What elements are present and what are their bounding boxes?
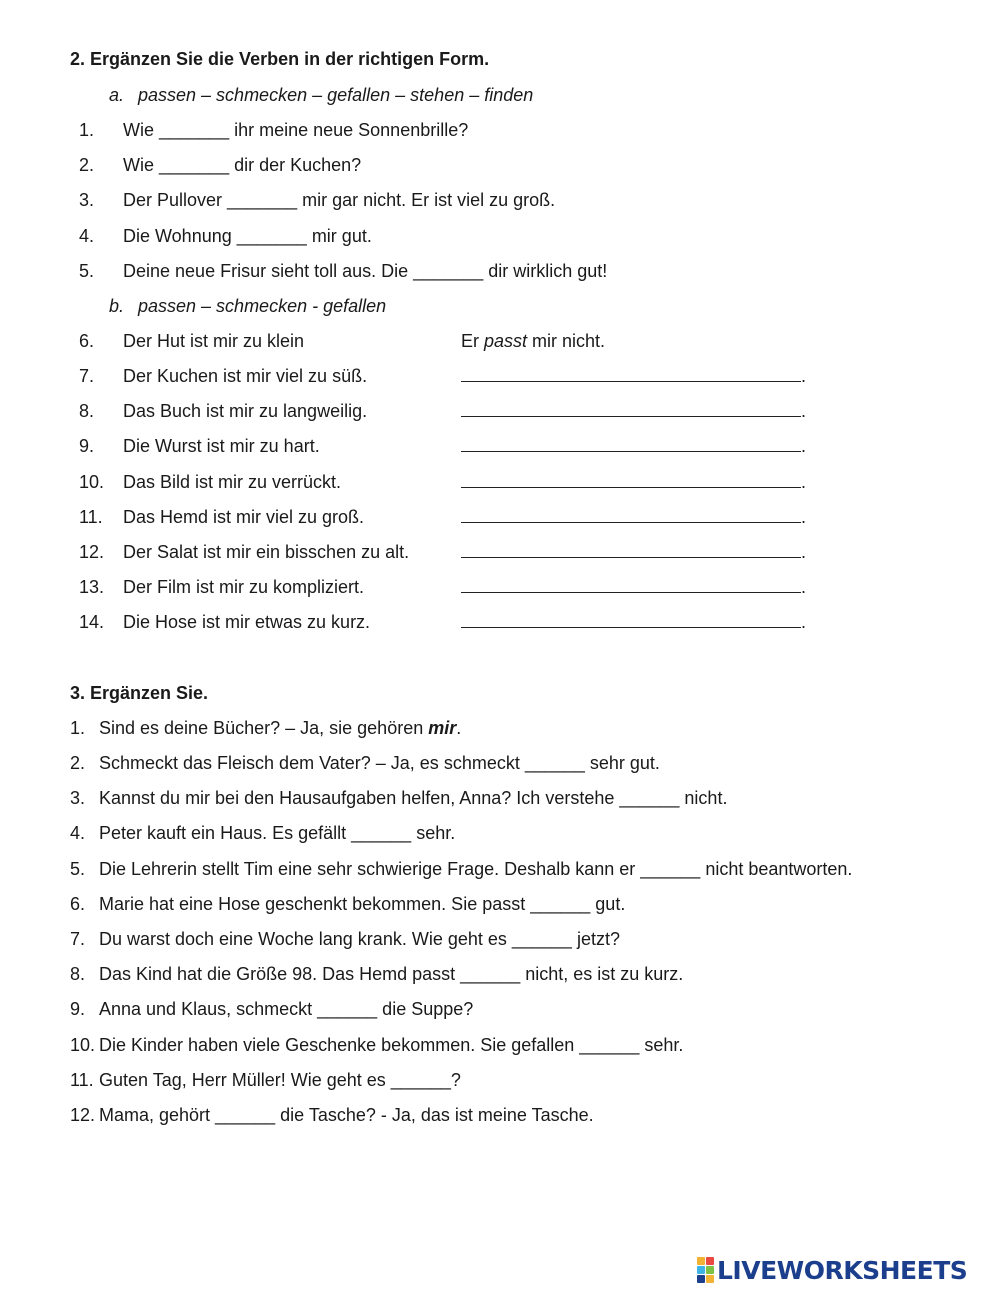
s3-item-number: 12. bbox=[70, 1105, 96, 1125]
answer-blank bbox=[461, 367, 801, 382]
answer-line bbox=[461, 542, 806, 563]
part-a-item-number: 5. bbox=[79, 261, 95, 281]
s3-item-1-text-pre: Sind es deine Bücher? – Ja, sie gehören bbox=[99, 718, 429, 738]
s3-item-number: 6. bbox=[70, 894, 86, 914]
logo-blocks-icon bbox=[697, 1257, 714, 1283]
part-a-item-text: Wie _______ dir der Kuchen? bbox=[123, 155, 362, 175]
part-a-item-text: Deine neue Frisur sieht toll aus. Die _______ dir wirklich gut! bbox=[123, 261, 608, 281]
answer-line bbox=[461, 507, 806, 528]
answer-line bbox=[461, 472, 806, 493]
part-b-item-number: 11. bbox=[79, 507, 103, 527]
answer-line bbox=[461, 577, 806, 598]
logo-block bbox=[697, 1275, 705, 1283]
s3-item-text: Die Lehrerin stellt Tim eine sehr schwierige Frage. Deshalb kann er ______ nicht beantworten. bbox=[99, 859, 853, 879]
part-a-item-number: 3. bbox=[79, 190, 95, 210]
example-answer-pre: Er bbox=[461, 331, 485, 351]
s3-item-text: Mama, gehört ______ die Tasche? - Ja, das ist meine Tasche. bbox=[99, 1105, 594, 1125]
part-a-item-text: Die Wohnung _______ mir gut. bbox=[123, 226, 372, 246]
s3-item-number: 10. bbox=[70, 1035, 96, 1055]
answer-blank bbox=[461, 543, 801, 558]
part-b-item-number: 10. bbox=[79, 472, 105, 492]
logo-text: LIVEWORKSHEETS bbox=[717, 1255, 968, 1285]
answer-line-end: . bbox=[801, 612, 807, 632]
answer-line bbox=[461, 366, 806, 387]
answer-line-end: . bbox=[801, 577, 807, 597]
answer-line bbox=[461, 401, 806, 422]
example-sentence: Der Hut ist mir zu klein bbox=[123, 331, 305, 351]
s3-item-1-text-post: . bbox=[456, 718, 462, 738]
part-b-item-number: 14. bbox=[79, 612, 105, 632]
part-b-item-text: Das Bild ist mir zu verrückt. bbox=[123, 472, 342, 492]
s3-item-number: 7. bbox=[70, 929, 86, 949]
answer-blank bbox=[461, 508, 801, 523]
s3-item-number: 8. bbox=[70, 964, 86, 984]
part-a-item-number: 1. bbox=[79, 120, 95, 140]
part-a-item-number: 4. bbox=[79, 226, 95, 246]
s3-item-text: Schmeckt das Fleisch dem Vater? – Ja, es schmeckt ______ sehr gut. bbox=[99, 753, 660, 773]
part-b-item-text: Die Hose ist mir etwas zu kurz. bbox=[123, 612, 371, 632]
s3-item-number: 11. bbox=[70, 1070, 94, 1090]
part-b-item-text: Die Wurst ist mir zu hart. bbox=[123, 436, 320, 456]
s3-item-text: Guten Tag, Herr Müller! Wie geht es ______? bbox=[99, 1070, 461, 1090]
section-3-title: 3. Ergänzen Sie. bbox=[70, 683, 209, 703]
liveworksheets-logo bbox=[697, 1255, 967, 1285]
section-2-title: 2. Ergänzen Sie die Verben in der richtigen Form. bbox=[70, 49, 490, 69]
answer-line-end: . bbox=[801, 507, 807, 527]
answer-line-end: . bbox=[801, 401, 807, 421]
part-b-item-number: 8. bbox=[79, 401, 95, 421]
part-b-item-number: 7. bbox=[79, 366, 95, 386]
part-b-item-number: 12. bbox=[79, 542, 105, 562]
example-answer-verb: passt bbox=[484, 331, 528, 351]
part-b-label: b. bbox=[109, 296, 125, 316]
s3-item-number: 9. bbox=[70, 999, 86, 1019]
s3-item-text: Anna und Klaus, schmeckt ______ die Suppe? bbox=[99, 999, 474, 1019]
s3-item-number: 4. bbox=[70, 823, 86, 843]
example-answer-post: mir nicht. bbox=[527, 331, 606, 351]
answer-line-end: . bbox=[801, 366, 807, 386]
s3-item-number: 3. bbox=[70, 788, 86, 808]
answer-blank bbox=[461, 613, 801, 628]
part-b-item-text: Der Kuchen ist mir viel zu süß. bbox=[123, 366, 368, 386]
part-a-item-text: Wie _______ ihr meine neue Sonnenbrille? bbox=[123, 120, 469, 140]
s3-item-text: Marie hat eine Hose geschenkt bekommen. Sie passt ______ gut. bbox=[99, 894, 626, 914]
s3-item-1-answer: mir bbox=[428, 718, 457, 738]
logo-block bbox=[706, 1275, 714, 1283]
part-a-item-text: Der Pullover _______ mir gar nicht. Er ist viel zu groß. bbox=[123, 190, 556, 210]
logo-block bbox=[706, 1266, 714, 1274]
part-a-word-list: passen – schmecken – gefallen – stehen – finden bbox=[138, 85, 534, 105]
example-answer bbox=[461, 331, 605, 352]
s3-item-number: 5. bbox=[70, 859, 86, 879]
logo-block bbox=[697, 1266, 705, 1274]
s3-item-1-number: 1. bbox=[70, 718, 86, 738]
part-b-item-number: 13. bbox=[79, 577, 105, 597]
answer-line bbox=[461, 612, 806, 633]
s3-item-text: Das Kind hat die Größe 98. Das Hemd passt ______ nicht, es ist zu kurz. bbox=[99, 964, 684, 984]
s3-item-text: Die Kinder haben viele Geschenke bekommen. Sie gefallen ______ sehr. bbox=[99, 1035, 684, 1055]
answer-line-end: . bbox=[801, 542, 807, 562]
logo-block bbox=[697, 1257, 705, 1265]
part-b-item-text: Das Hemd ist mir viel zu groß. bbox=[123, 507, 365, 527]
answer-line-end: . bbox=[801, 472, 807, 492]
s3-item-number: 2. bbox=[70, 753, 86, 773]
s3-item-text: Kannst du mir bei den Hausaufgaben helfen, Anna? Ich verstehe ______ nicht. bbox=[99, 788, 728, 808]
answer-blank bbox=[461, 473, 801, 488]
s3-item-text: Du warst doch eine Woche lang krank. Wie geht es ______ jetzt? bbox=[99, 929, 620, 949]
answer-blank bbox=[461, 402, 801, 417]
part-a-label: a. bbox=[109, 85, 125, 105]
s3-item-1-text bbox=[99, 718, 461, 739]
s3-item-text: Peter kauft ein Haus. Es gefällt ______ sehr. bbox=[99, 823, 456, 843]
part-b-word-list: passen – schmecken - gefallen bbox=[138, 296, 387, 316]
part-b-item-text: Das Buch ist mir zu langweilig. bbox=[123, 401, 368, 421]
example-number: 6. bbox=[79, 331, 95, 351]
part-b-item-text: Der Salat ist mir ein bisschen zu alt. bbox=[123, 542, 410, 562]
part-b-item-text: Der Film ist mir zu kompliziert. bbox=[123, 577, 365, 597]
logo-block bbox=[706, 1257, 714, 1265]
part-a-item-number: 2. bbox=[79, 155, 95, 175]
answer-line-end: . bbox=[801, 436, 807, 456]
answer-line bbox=[461, 436, 806, 457]
answer-blank bbox=[461, 437, 801, 452]
part-b-item-number: 9. bbox=[79, 436, 95, 456]
answer-blank bbox=[461, 578, 801, 593]
